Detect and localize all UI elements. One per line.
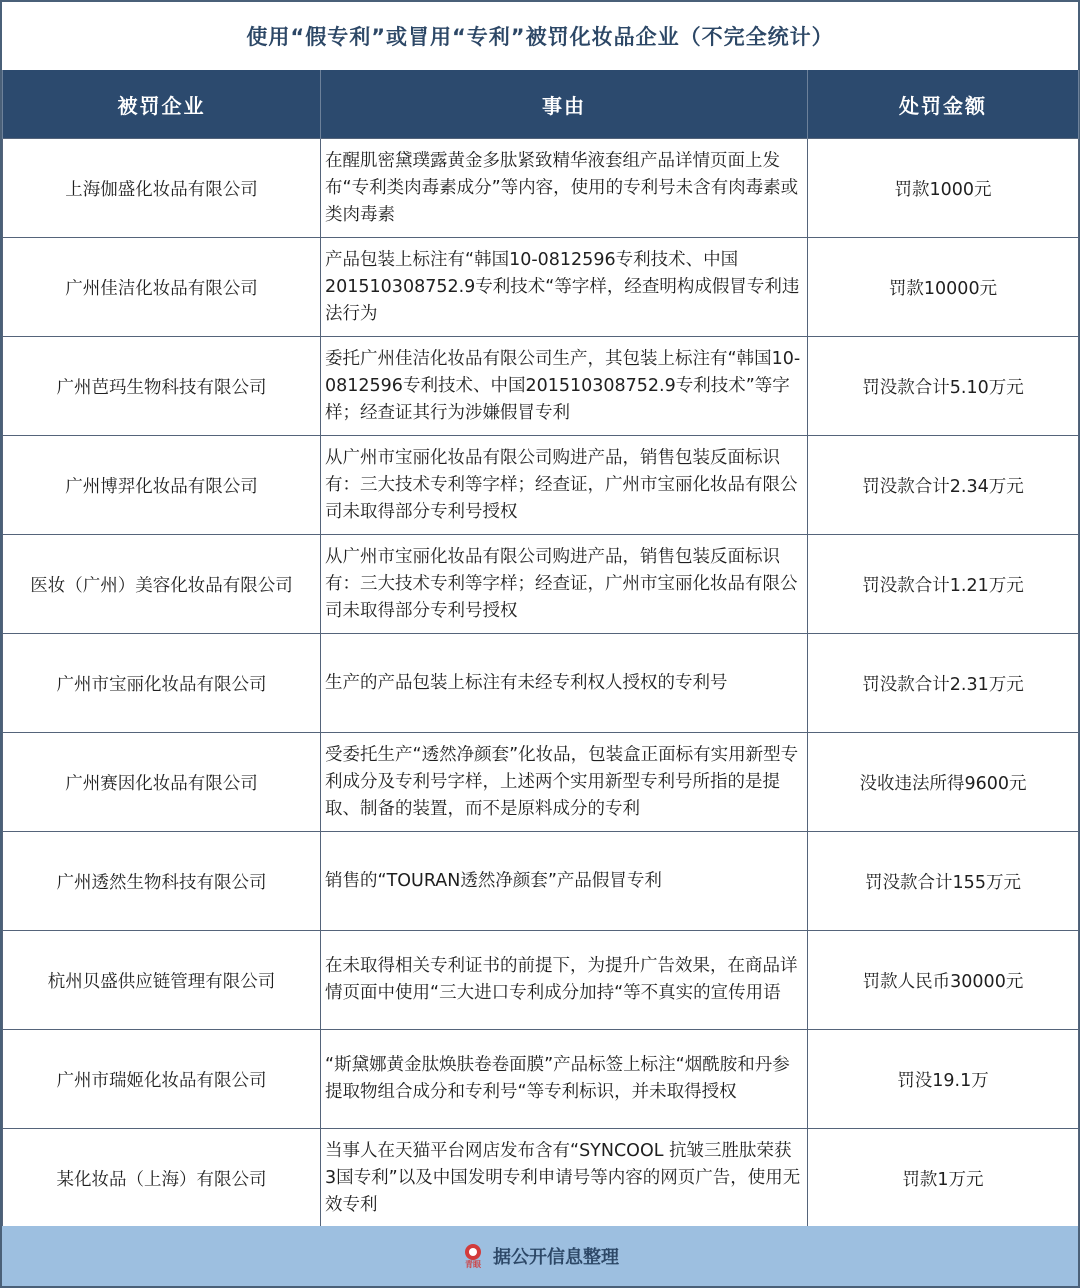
company-cell: 上海伽盛化妆品有限公司 [3, 139, 321, 238]
penalty-cell: 罚款10000元 [808, 238, 1079, 337]
logo-caption: 青眼 [465, 1259, 481, 1269]
penalty-cell: 罚款1万元 [808, 1129, 1079, 1228]
table-row [3, 832, 1079, 931]
penalty-cell: 罚没19.1万 [808, 1030, 1079, 1129]
reason-cell: 从广州市宝丽化妆品有限公司购进产品，销售包装反面标识有：三大技术专利等字样；经查证，广州市宝丽化妆品有限公司未取得部分专利号授权 [321, 535, 808, 634]
penalty-cell: 罚没款合计2.34万元 [808, 436, 1079, 535]
penalty-cell: 罚没款合计1.21万元 [808, 535, 1079, 634]
table-row [3, 1030, 1079, 1129]
reason-cell: 在未取得相关专利证书的前提下，为提升广告效果，在商品详情页面中使用“三大进口专利成分加持“等不真实的宣传用语 [321, 931, 808, 1030]
header-reason: 事由 [321, 70, 808, 139]
reason-cell: 生产的产品包装上标注有未经专利权人授权的专利号 [321, 634, 808, 733]
penalty-cell: 罚款1000元 [808, 139, 1079, 238]
logo-ring [465, 1244, 481, 1260]
reason-cell: 从广州市宝丽化妆品有限公司购进产品，销售包装反面标识有：三大技术专利等字样；经查证，广州市宝丽化妆品有限公司未取得部分专利号授权 [321, 436, 808, 535]
company-cell: 某化妆品（上海）有限公司 [3, 1129, 321, 1228]
penalty-cell: 罚没款合计5.10万元 [808, 337, 1079, 436]
company-cell: 广州博羿化妆品有限公司 [3, 436, 321, 535]
penalty-cell: 罚没款合计155万元 [808, 832, 1079, 931]
table-row [3, 436, 1079, 535]
penalty-table [2, 70, 1079, 1228]
table-row [3, 535, 1079, 634]
header-company: 被罚企业 [3, 70, 321, 139]
header-penalty: 处罚金额 [808, 70, 1079, 139]
company-cell: 广州佳洁化妆品有限公司 [3, 238, 321, 337]
reason-cell: 委托广州佳洁化妆品有限公司生产，其包装上标注有“韩国10-0812596专利技术、中国201510308752.9专利技术”等字样；经查证其行为涉嫌假冒专利 [321, 337, 808, 436]
table-row [3, 931, 1079, 1030]
company-cell: 广州透然生物科技有限公司 [3, 832, 321, 931]
penalty-cell: 没收违法所得9600元 [808, 733, 1079, 832]
company-cell: 广州市宝丽化妆品有限公司 [3, 634, 321, 733]
table-row [3, 238, 1079, 337]
reason-cell: 受委托生产“透然净颜套”化妆品，包装盒正面标有实用新型专利成分及专利号字样，上述两个实用新型专利号所指的是提取、制备的装置，而不是原料成分的专利 [321, 733, 808, 832]
company-cell: 广州芭玛生物科技有限公司 [3, 337, 321, 436]
company-cell: 广州赛因化妆品有限公司 [3, 733, 321, 832]
company-cell: 医妆（广州）美容化妆品有限公司 [3, 535, 321, 634]
table-row [3, 337, 1079, 436]
reason-cell: 产品包装上标注有“韩国10-0812596专利技术、中国201510308752.9专利技术“等字样，经查明构成假冒专利违法行为 [321, 238, 808, 337]
brand-logo-icon [461, 1244, 485, 1269]
table-title: 使用“假专利”或冒用“专利”被罚化妆品企业（不完全统计） [246, 25, 834, 49]
table-row [3, 634, 1079, 733]
reason-cell: “斯黛娜黄金肽焕肤卷卷面膜”产品标签上标注“烟酰胺和丹参提取物组合成分和专利号“等专利标识，并未取得授权 [321, 1030, 808, 1129]
source-footer [2, 1226, 1078, 1286]
reason-cell: 销售的“TOURAN透然净颜套”产品假冒专利 [321, 832, 808, 931]
header-row [3, 70, 1079, 139]
table-row [3, 733, 1079, 832]
reason-cell: 当事人在天猫平台网店发布含有“SYNCOOL 抗皱三胜肽荣获3国专利”以及中国发明专利申请号等内容的网页广告，使用无效专利 [321, 1129, 808, 1228]
penalty-cell: 罚款人民币30000元 [808, 931, 1079, 1030]
company-cell: 杭州贝盛供应链管理有限公司 [3, 931, 321, 1030]
reason-cell: 在醒肌密黛璞露黄金多肽紧致精华液套组产品详情页面上发布“专利类肉毒素成分”等内容，使用的专利号未含有肉毒素或类肉毒素 [321, 139, 808, 238]
table-row [3, 1129, 1079, 1228]
table-row [3, 139, 1079, 238]
penalty-cell: 罚没款合计2.31万元 [808, 634, 1079, 733]
source-note: 据公开信息整理 [493, 1247, 619, 1268]
company-cell: 广州市瑞姬化妆品有限公司 [3, 1030, 321, 1129]
